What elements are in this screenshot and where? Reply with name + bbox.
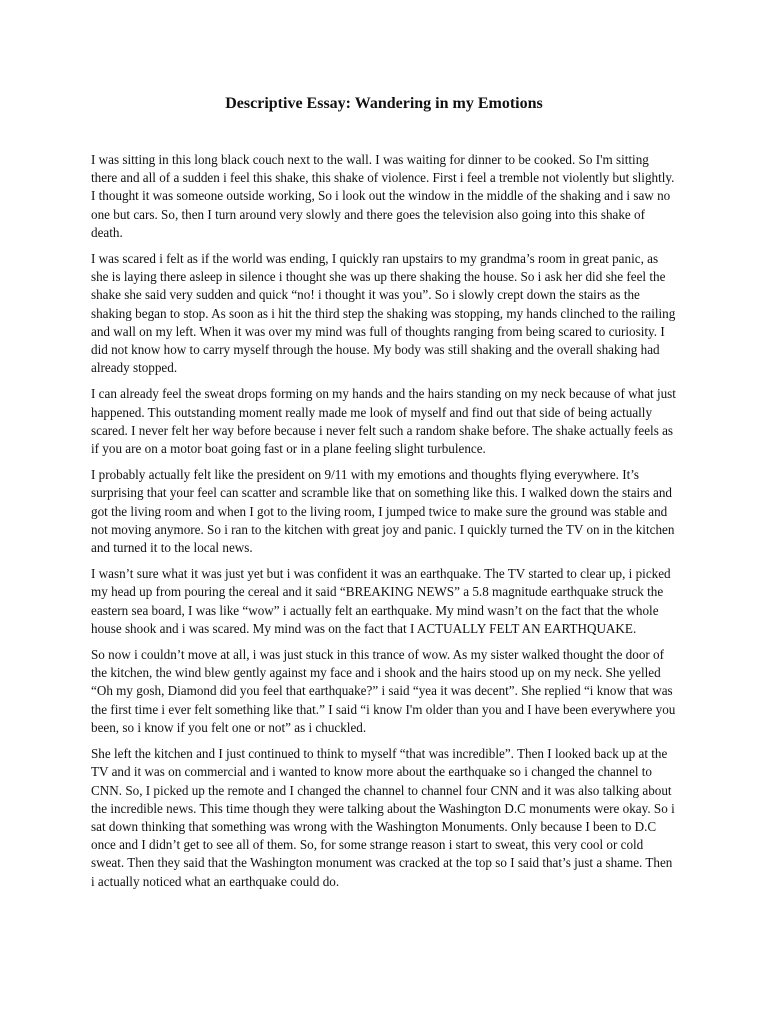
essay-title: Descriptive Essay: Wandering in my Emotions bbox=[225, 95, 543, 112]
paragraph-1: I was sitting in this long black couch next to the wall. I was waiting for dinner to be cooked. So I'm sitting there and all of a sudden i feel this shake, this shake of violence. First i feel a tremble not violently but slightly. I thought it was someone outside working, So i look out the window in the middle of the shaking and i saw no one but cars. So, then I turn around very slowly and there goes the television also going into this shake of death. bbox=[91, 152, 675, 240]
paragraph-7: She left the kitchen and I just continued to think to myself “that was incredible”. Then I looked back up at the TV and it was on commercial and i wanted to know more about the earthquake so i changed the channel to CNN. So, I picked up the remote and I changed the channel to channel four CNN and it was also talking about the incredible news. This time though they were talking about the Washington D.C monuments were okay. So i sat down thinking that something was wrong with the Washington Monuments. Only because I been to D.C once and I didn’t get to see all of them. So, for some strange reason i start to sweat, this very cool or cold sweat. Then they said that the Washington monument was cracked at the top so I said that’s just a shame. Then i actually noticed what an earthquake could do. bbox=[91, 746, 675, 889]
paragraph-4: I probably actually felt like the president on 9/11 with my emotions and thoughts flying everywhere. It’s surprising that your feel can scatter and scramble like that on something like this. I walked down the stairs and got the living room and when I got to the living room, I jumped twice to make sure the ground was stable and not moving anymore. So i ran to the kitchen with great joy and panic. I quickly turned the TV on in the kitchen and turned it to the local news. bbox=[91, 467, 675, 556]
paragraph-3: I can already feel the sweat drops forming on my hands and the hairs standing on my neck because of what just happened. This outstanding moment really made me look of myself and find out that side of being actually scared. I never felt her way before because i never felt such a random shake before. The shake actually feels as if you are on a motor boat going fast or in a plane feeling slight turbulence. bbox=[91, 386, 676, 457]
paragraph-2: I was scared i felt as if the world was ending, I quickly ran upstairs to my grandma’s room in great panic, as she is laying there asleep in silence i thought she was up there shaking the house. So i ask her did she feel the shake she said very sudden and quick “no! i thought it was you”. So i slowly crept down the stairs as the shaking began to stop. As soon as i hit the third step the shaking was stopping, my hands clinched to the railing and wall on my left. When it was over my mind was full of thoughts ranging from being scared to curiosity. I did not know how to carry myself through the house. My body was still shaking and the overall shaking had already stopped. bbox=[91, 251, 676, 376]
paragraph-6: So now i couldn’t move at all, i was just stuck in this trance of wow. As my sister walked thought the door of the kitchen, the wind blew gently against my face and i shook and the hairs stood up on my neck. She yelled “Oh my gosh, Diamond did you feel that earthquake?” i said “yea it was decent”. She replied “i know that was the first time i ever felt something like that.” I said “i know I'm older than you and I have been everywhere you been, so i know if you felt one or not” as i chuckled. bbox=[91, 647, 676, 735]
paragraph-5: I wasn’t sure what it was just yet but i was confident it was an earthquake. The TV started to clear up, i picked my head up from pouring the cereal and it said “BREAKING NEWS” a 5.8 magnitude earthquake struck the eastern sea board, I was like “wow” i actually felt an earthquake. My mind wasn’t on the fact that the whole house shook and i was scared. My mind was on the fact that I ACTUALLY FELT AN EARTHQUAKE. bbox=[91, 566, 671, 636]
essay-body bbox=[91, 151, 677, 899]
